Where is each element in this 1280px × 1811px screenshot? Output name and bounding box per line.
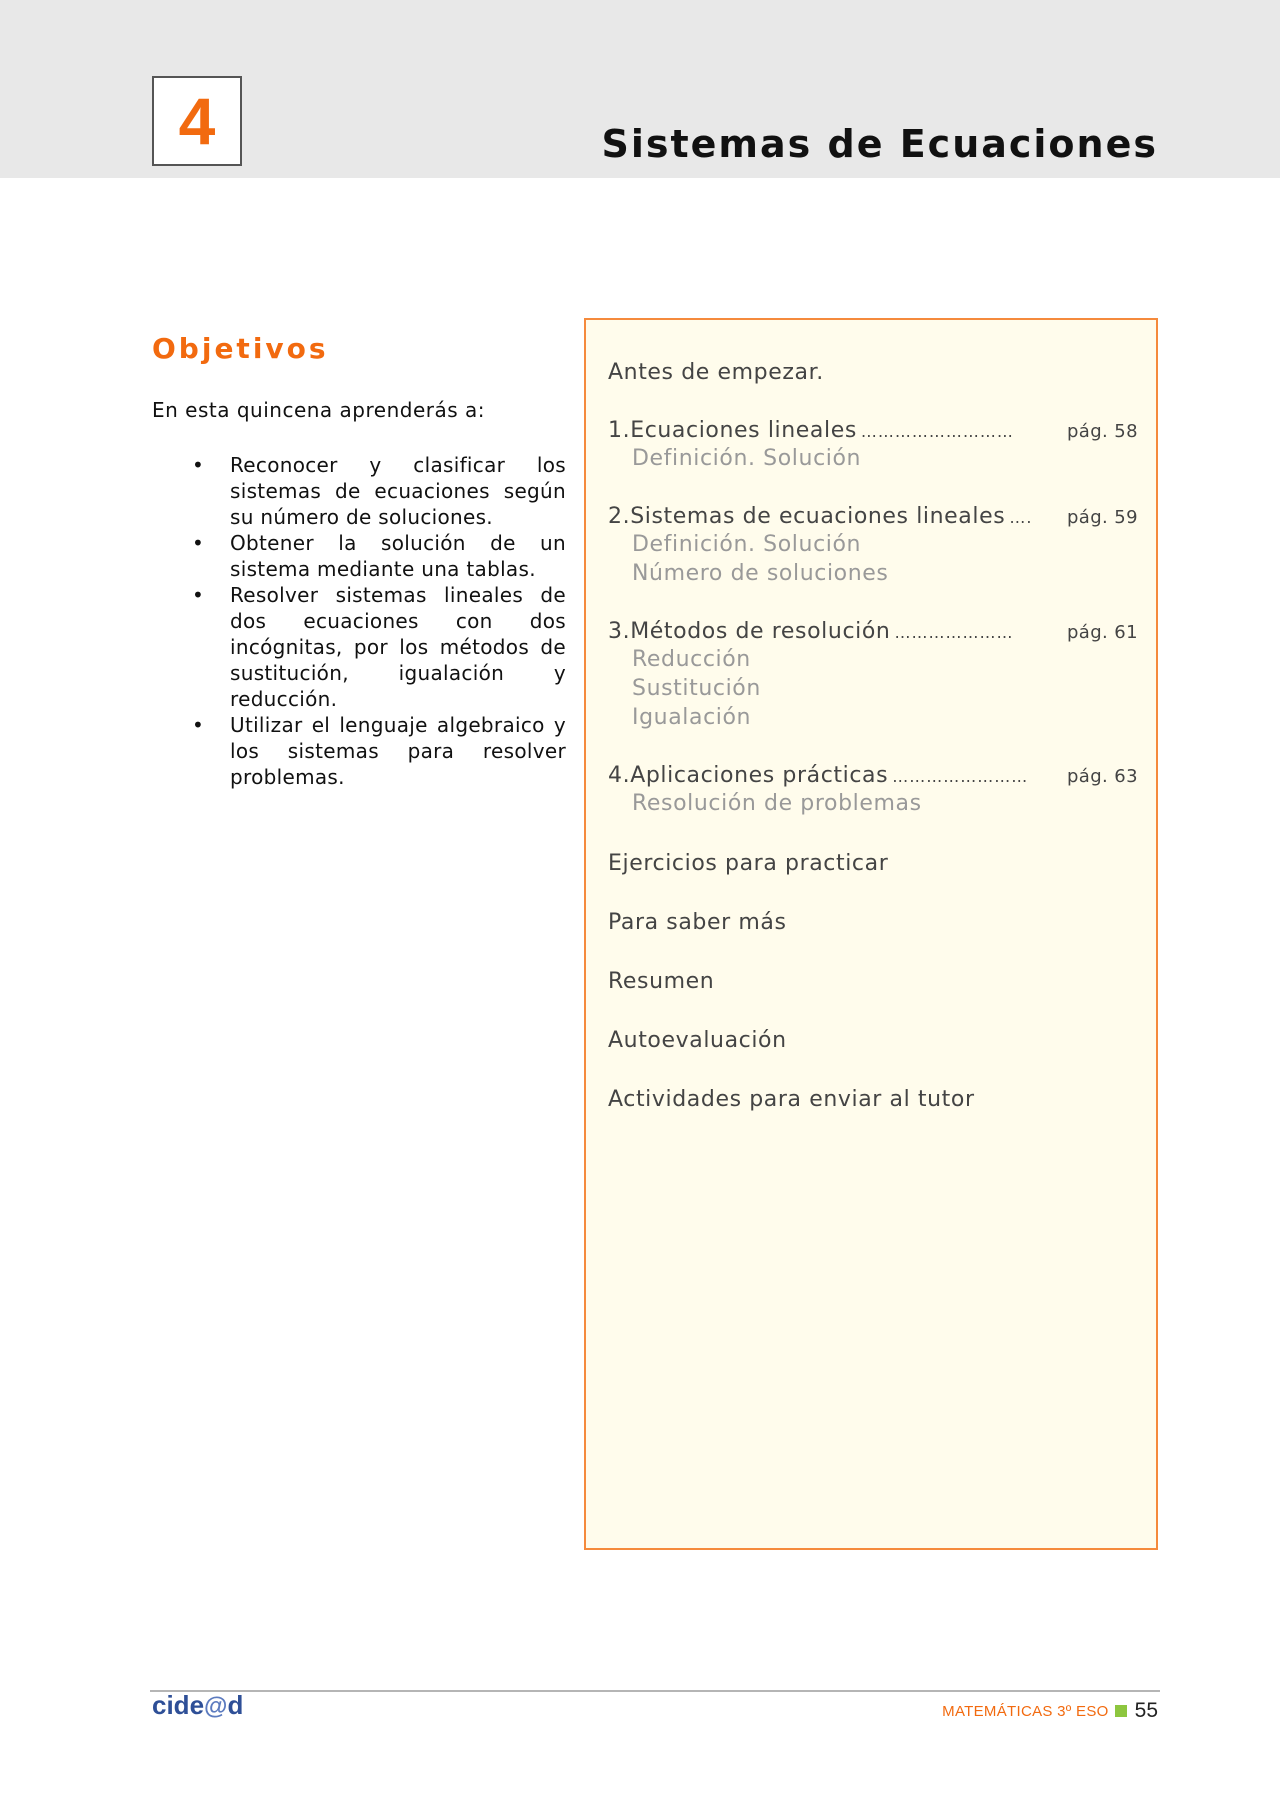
- footer-page-info: [942, 1699, 1158, 1723]
- objectives-intro: En esta quincena aprenderás a:: [152, 398, 486, 422]
- chapter-number: 4: [178, 84, 216, 158]
- footer-subject: MATEMÁTICAS 3º ESO: [942, 1702, 1109, 1720]
- index-section-4: [608, 763, 1138, 788]
- index-subsection: Número de soluciones: [632, 561, 889, 586]
- index-section-1: [608, 418, 1138, 443]
- logo-text-left: cide: [152, 1690, 205, 1720]
- objective-item: • Obtener la solución de un sistema mediante una tablas.: [152, 530, 566, 582]
- section-page: pág. 63: [1066, 766, 1138, 787]
- section-title: 2.Sistemas de ecuaciones lineales: [608, 504, 1006, 529]
- chapter-title: Sistemas de Ecuaciones: [601, 122, 1158, 166]
- index-extra: Autoevaluación: [608, 1028, 787, 1053]
- objective-item: • Reconocer y clasificar los sistemas de ecuaciones según su número de soluciones.: [152, 452, 566, 530]
- index-subsection: Definición. Solución: [632, 532, 862, 557]
- index-subsection: Igualación: [632, 705, 752, 730]
- page-number: 55: [1134, 1699, 1158, 1722]
- section-page: pág. 61: [1066, 622, 1138, 643]
- objective-item: • Resolver sistemas lineales de dos ecuaciones con dos incógnitas, por los métodos de sustitución, igualación y reducción.: [152, 582, 566, 712]
- objectives-heading: Objetivos: [152, 332, 329, 365]
- index-subsection: Resolución de problemas: [632, 791, 922, 816]
- index-subsection: Sustitución: [632, 676, 761, 701]
- chapter-number-box: [152, 76, 242, 166]
- cidead-logo: [152, 1690, 243, 1721]
- index-section-2: [608, 504, 1138, 529]
- index-intro: Antes de empezar.: [608, 360, 824, 385]
- index-subsection: Definición. Solución: [632, 446, 862, 471]
- section-dots: ……………………: [892, 767, 1029, 786]
- section-page: pág. 58: [1066, 421, 1138, 442]
- section-dots: ………………………: [860, 422, 1014, 441]
- section-page: pág. 59: [1066, 507, 1138, 528]
- green-square-icon: [1115, 1705, 1127, 1717]
- section-title: 1.Ecuaciones lineales: [608, 418, 857, 443]
- index-extra: Actividades para enviar al tutor: [608, 1087, 975, 1112]
- index-subsection: Reducción: [632, 647, 751, 672]
- section-title: 3.Métodos de resolución: [608, 619, 891, 644]
- index-extra: Ejercicios para practicar: [608, 851, 889, 876]
- contents-index-box: [584, 318, 1158, 1550]
- section-dots: ….: [1009, 508, 1033, 527]
- index-extra: Para saber más: [608, 910, 787, 935]
- logo-text-at: @: [204, 1693, 228, 1720]
- section-title: 4.Aplicaciones prácticas: [608, 763, 889, 788]
- footer-divider: [150, 1690, 1160, 1692]
- index-section-3: [608, 619, 1138, 644]
- index-extra: Resumen: [608, 969, 715, 994]
- objective-item: • Utilizar el lenguaje algebraico y los sistemas para resolver problemas.: [152, 712, 566, 790]
- section-dots: …………………: [894, 623, 1014, 642]
- logo-text-right: d: [227, 1690, 244, 1720]
- objectives-list: [152, 452, 566, 790]
